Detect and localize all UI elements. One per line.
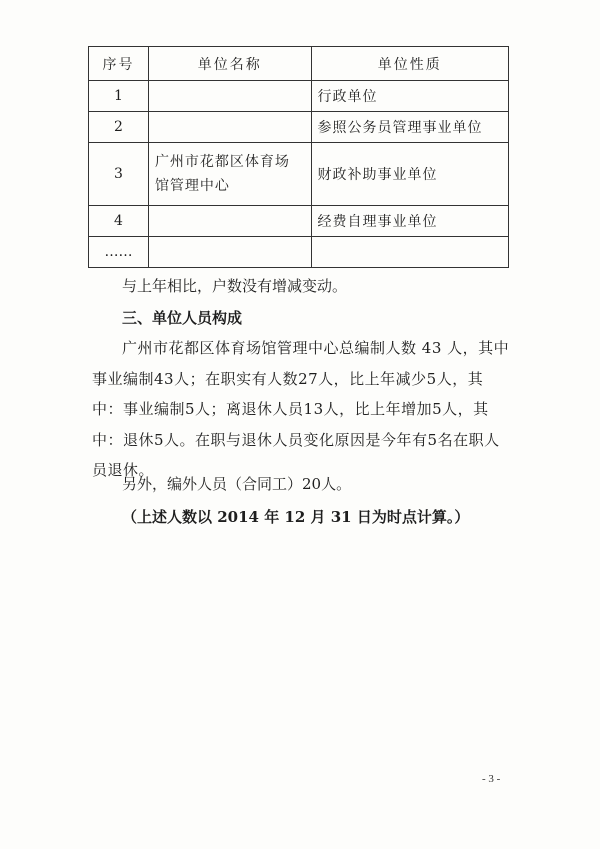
cell-unit-nature: 财政补助事业单位 [311, 143, 508, 206]
cell-serial: 1 [89, 81, 149, 112]
households-paragraph: 与上年相比，户数没有增减变动。 [122, 277, 348, 295]
table-row [89, 81, 509, 112]
cell-unit-nature: 行政单位 [311, 81, 508, 112]
cell-serial: 4 [89, 206, 149, 237]
cell-serial: …… [89, 237, 149, 268]
note-paragraph: （上述人数以 2014 年 12 月 31 日为时点计算。） [122, 508, 470, 526]
unit-table [88, 46, 509, 268]
cell-unit-name: 广州市花都区体育场馆管理中心 [148, 143, 311, 206]
header-serial: 序号 [89, 47, 149, 81]
cell-unit-name [148, 206, 311, 237]
section-title: 三、单位人员构成 [122, 309, 243, 327]
cell-unit-name [148, 112, 311, 143]
cell-unit-nature: 经费自理事业单位 [311, 206, 508, 237]
cell-unit-nature [311, 237, 508, 268]
cell-unit-nature: 参照公务员管理事业单位 [311, 112, 508, 143]
table-row [89, 237, 509, 268]
page-number: - 3 - [482, 773, 501, 785]
cell-serial: 3 [89, 143, 149, 206]
header-unit-name: 单位名称 [148, 47, 311, 81]
table-header-row [89, 47, 509, 81]
cell-serial: 2 [89, 112, 149, 143]
table-row [89, 112, 509, 143]
cell-unit-name [148, 81, 311, 112]
staffing-paragraph: 广州市花都区体育场馆管理中心总编制人数 43 人，其中事业编制43人；在职实有人数27人，比上年减少5人，其中：事业编制5人；离退休人员13人，比上年增加5人，其中：退休5人。在职与退休人员变化原因是今年有5名在职人员退休。 [92, 339, 510, 479]
header-unit-nature: 单位性质 [311, 47, 508, 81]
cell-unit-name [148, 237, 311, 268]
table-row [89, 143, 509, 206]
table-row [89, 206, 509, 237]
contract-paragraph: 另外，编外人员（合同工）20人。 [122, 475, 352, 493]
